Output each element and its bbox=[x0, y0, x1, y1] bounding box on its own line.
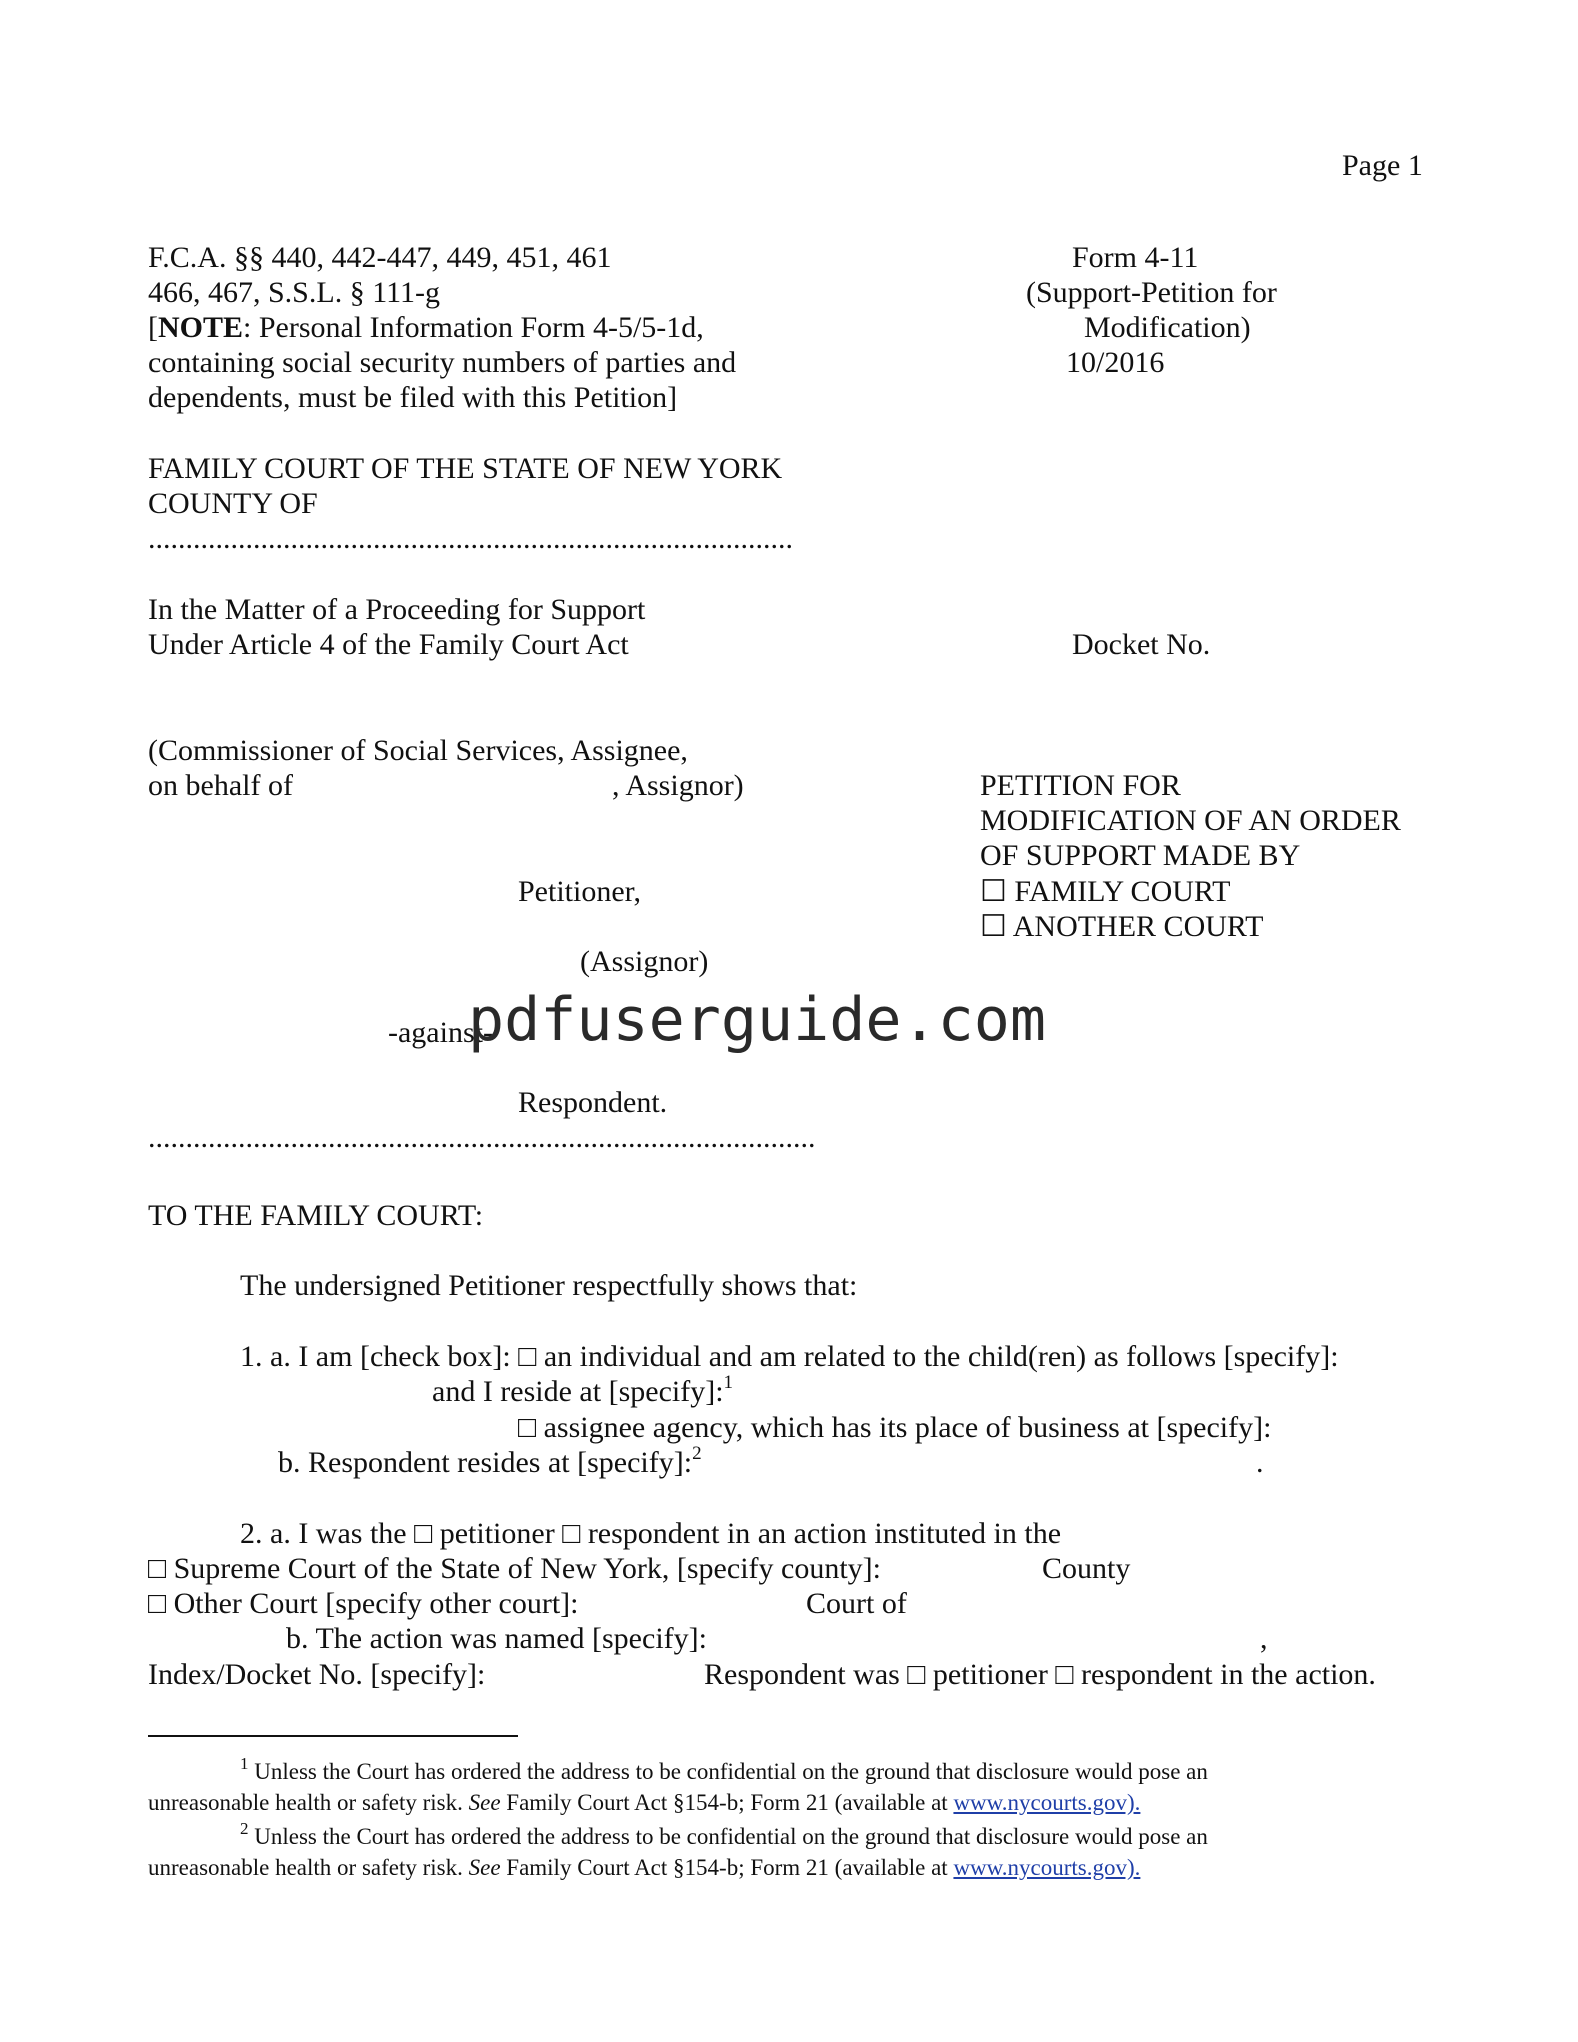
petition-title-3: OF SUPPORT MADE BY bbox=[980, 839, 1301, 872]
footnote-ref-2: 2 bbox=[692, 1443, 702, 1464]
footnote-1-text: Unless the Court has ordered the address to be confidential on the ground that disclosure would pose an bbox=[248, 1759, 1208, 1784]
note-open: [ bbox=[148, 311, 158, 344]
footnote-ref-1: 1 bbox=[723, 1372, 734, 1393]
footnote-2-number: 2 bbox=[240, 1819, 249, 1838]
divider-dots-top: ...................................................................................... bbox=[148, 522, 793, 555]
checkbox-another-court: ☐ ANOTHER COURT bbox=[980, 910, 1264, 943]
commissioner-line: (Commissioner of Social Services, Assignee, bbox=[148, 734, 688, 767]
other-court-option: □ Other Court [specify other court]: bbox=[148, 1587, 579, 1620]
item-1a: 1. a. I am [check box]: □ an individual and am related to the child(ren) as follows [specify]: bbox=[240, 1340, 1339, 1373]
form-date: 10/2016 bbox=[1066, 346, 1165, 379]
footnote-2-text: Unless the Court has ordered the address to be confidential on the ground that disclosure would pose an bbox=[248, 1824, 1208, 1849]
note-line-3: dependents, must be filed with this Petition] bbox=[148, 381, 678, 414]
petition-title-2: MODIFICATION OF AN ORDER bbox=[980, 804, 1401, 837]
assignor-label: (Assignor) bbox=[580, 945, 709, 978]
on-behalf-label: on behalf of bbox=[148, 769, 293, 802]
index-docket-label: Index/Docket No. [specify]: bbox=[148, 1658, 486, 1691]
matter-line-2: Under Article 4 of the Family Court Act bbox=[148, 628, 629, 661]
note-line-2: containing social security numbers of parties and bbox=[148, 346, 737, 379]
footnote-1-line-1 bbox=[240, 1754, 1208, 1787]
intro-text: The undersigned Petitioner respectfully shows that: bbox=[240, 1269, 858, 1302]
court-of-label: Court of bbox=[806, 1587, 907, 1620]
item-2b-comma: , bbox=[1260, 1622, 1268, 1655]
respondent-label: Respondent. bbox=[518, 1086, 668, 1119]
form-number: Form 4-11 bbox=[1072, 241, 1199, 274]
respondent-role: Respondent was □ petitioner □ respondent in the action. bbox=[704, 1658, 1376, 1691]
statute-line-2: 466, 467, S.S.L. § 111-g bbox=[148, 276, 440, 309]
to-court: TO THE FAMILY COURT: bbox=[148, 1199, 484, 1232]
footnote-1-line-2 bbox=[148, 1788, 1140, 1818]
footnote-1-post: Family Court Act §154-b; Form 21 (available at bbox=[500, 1790, 954, 1815]
note-label: NOTE bbox=[158, 311, 244, 344]
footnote-2-pre: unreasonable health or safety risk. bbox=[148, 1855, 469, 1880]
watermark: pdfuserguide.com bbox=[468, 985, 1046, 1055]
note-text: : Personal Information Form 4-5/5-1d, bbox=[243, 311, 704, 344]
item-1b bbox=[278, 1445, 702, 1480]
note-line bbox=[148, 310, 704, 345]
county-label: COUNTY OF bbox=[148, 487, 318, 520]
footnote-2-see: See bbox=[468, 1855, 501, 1880]
footnote-1-see: See bbox=[468, 1790, 501, 1815]
item-1b-period: . bbox=[1256, 1446, 1264, 1479]
form-description-1: (Support-Petition for bbox=[1026, 276, 1277, 309]
footnote-2-post: Family Court Act §154-b; Form 21 (available at bbox=[500, 1855, 954, 1880]
item-1a-agency: □ assignee agency, which has its place of business at [specify]: bbox=[518, 1411, 1272, 1444]
page-number: Page 1 bbox=[1342, 149, 1423, 182]
reside-text: and I reside at [specify]: bbox=[432, 1375, 724, 1408]
footnote-2-link[interactable]: www.nycourts.gov). bbox=[953, 1855, 1141, 1880]
against-label: -against- bbox=[388, 1016, 493, 1049]
statute-line-1: F.C.A. §§ 440, 442-447, 449, 451, 461 bbox=[148, 241, 612, 274]
checkbox-family-court: ☐ FAMILY COURT bbox=[980, 875, 1231, 908]
item-1a-reside bbox=[432, 1374, 733, 1409]
court-name: FAMILY COURT OF THE STATE OF NEW YORK bbox=[148, 452, 783, 485]
footnote-2-line-1 bbox=[240, 1819, 1208, 1852]
matter-line-1: In the Matter of a Proceeding for Support bbox=[148, 593, 646, 626]
footnote-1-pre: unreasonable health or safety risk. bbox=[148, 1790, 469, 1815]
docket-label: Docket No. bbox=[1072, 628, 1211, 661]
supreme-court-option: □ Supreme Court of the State of New York, [specify county]: bbox=[148, 1552, 881, 1585]
footnote-1-number: 1 bbox=[240, 1754, 249, 1773]
county-suffix: County bbox=[1042, 1552, 1131, 1585]
footnote-2-line-2 bbox=[148, 1853, 1140, 1883]
item-2b: b. The action was named [specify]: bbox=[286, 1622, 707, 1655]
respondent-resides-text: b. Respondent resides at [specify]: bbox=[278, 1446, 693, 1479]
assignor-suffix: , Assignor) bbox=[612, 769, 744, 802]
item-2a: 2. a. I was the □ petitioner □ respondent in an action instituted in the bbox=[240, 1517, 1062, 1550]
form-description-2: Modification) bbox=[1084, 311, 1251, 344]
divider-dots-bottom: ......................................................................................... bbox=[148, 1121, 816, 1154]
footnote-1-link[interactable]: www.nycourts.gov). bbox=[953, 1790, 1141, 1815]
petition-title-1: PETITION FOR bbox=[980, 769, 1181, 802]
footnote-separator bbox=[148, 1735, 518, 1737]
petitioner-label: Petitioner, bbox=[518, 875, 641, 908]
